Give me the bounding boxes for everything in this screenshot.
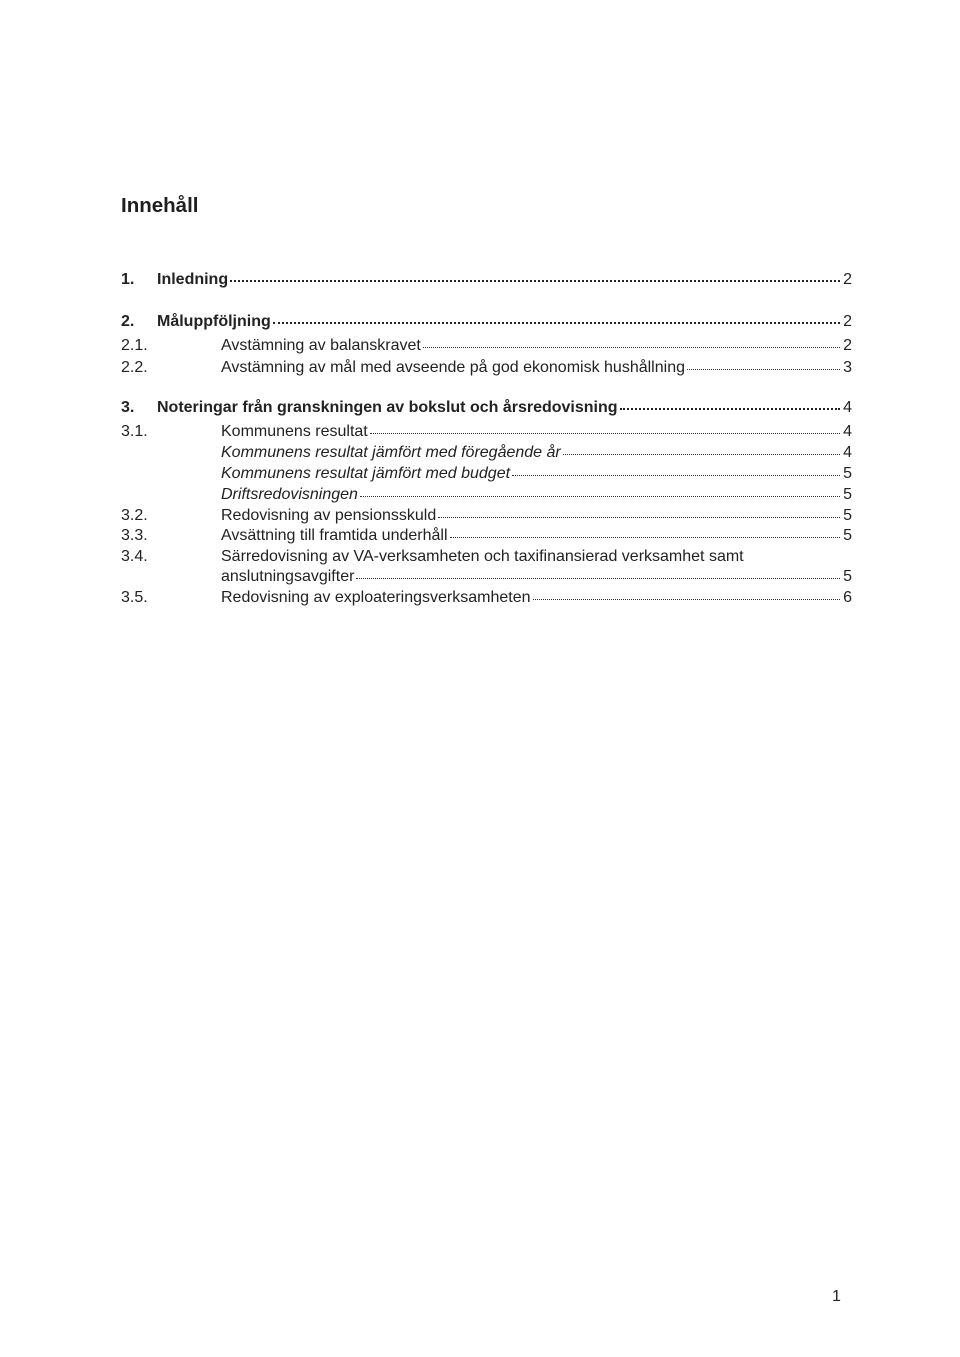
toc-dot-leader [563,443,840,457]
toc-entry-page: 5 [843,507,852,524]
toc-entry-3-1[interactable] [121,422,852,442]
toc-entry-3-3[interactable] [121,526,852,546]
toc-entry-label: Avstämning av mål med avseende på god ekonomisk hushållning [221,359,685,376]
toc-entry-1[interactable] [121,270,852,290]
toc-entry-3-1-c[interactable] [121,485,852,505]
toc-entry-label: Måluppföljning [157,313,271,330]
toc-entry-2-1[interactable] [121,336,852,356]
toc-entry-label: Redovisning av pensionsskuld [221,507,437,524]
toc-dot-leader [273,312,840,326]
toc-entry-3-1-b[interactable] [121,464,852,484]
toc-entry-number: 2. [121,313,135,330]
toc-entry-page: 5 [843,465,852,482]
toc-entry-label: Driftsredovisningen [221,486,358,503]
toc-dot-leader [687,358,840,372]
toc-entry-number: 3.4. [121,548,148,565]
toc-entry-3-4[interactable] [121,547,852,567]
toc-dot-leader [356,567,840,581]
toc-entry-2[interactable] [121,312,852,332]
toc-entry-number: 2.2. [121,359,148,376]
toc-entry-3-2[interactable] [121,506,852,526]
toc-entry-3-1-a[interactable] [121,443,852,463]
toc-entry-label: Inledning [157,271,229,288]
toc-entry-number: 2.1. [121,337,148,354]
toc-entry-number: 3. [121,399,135,416]
toc-entry-page: 5 [843,486,852,503]
toc-entry-page: 2 [843,337,852,354]
toc-dot-leader [438,506,840,520]
toc-entry-page: 5 [843,568,852,585]
toc-entry-label: Kommunens resultat [221,423,368,440]
toc-entry-page: 6 [843,589,852,606]
toc-entry-number: 1. [121,271,135,288]
toc-entry-2-2[interactable] [121,358,852,378]
page-number: 1 [832,1288,841,1305]
toc-entry-page: 3 [843,359,852,376]
toc-entry-label: Kommunens resultat jämfört med budget [221,465,511,482]
toc-dot-leader [620,398,840,412]
toc-entry-page: 5 [843,527,852,544]
toc-entry-page: 4 [843,423,852,440]
toc-dot-leader [360,485,840,499]
toc-dot-leader [450,526,841,540]
toc-entry-page: 4 [843,444,852,461]
toc-entry-3-5[interactable] [121,588,852,608]
toc-entry-page: 2 [843,271,852,288]
toc-entry-page: 4 [843,399,852,416]
toc-entry-number: 3.3. [121,527,148,544]
toc-entry-label: Avsättning till framtida underhåll [221,527,448,544]
toc-entry-label: anslutningsavgifter [221,568,355,585]
toc-dot-leader [512,464,840,478]
toc-entry-number: 3.1. [121,423,148,440]
toc-dot-leader [533,588,840,602]
toc-entry-label: Redovisning av exploateringsverksamheten [221,589,531,606]
toc-dot-leader [423,336,840,350]
toc-entry-label: Kommunens resultat jämfört med föregående år [221,444,561,461]
toc-entry-number: 3.5. [121,589,148,606]
toc-entry-3-4-continued[interactable] [121,567,852,587]
toc-entry-page: 2 [843,313,852,330]
toc-title: Innehåll [121,194,199,217]
toc-dot-leader [370,422,840,436]
toc-entry-label: Avstämning av balanskravet [221,337,421,354]
toc-entry-label: Noteringar från granskningen av bokslut och årsredovisning [157,399,618,416]
toc-entry-label: Särredovisning av VA-verksamheten och taxifinansierad verksamhet samt [221,548,744,565]
toc-entry-3[interactable] [121,398,852,418]
toc-dot-leader [230,270,840,284]
toc-entry-number: 3.2. [121,507,148,524]
